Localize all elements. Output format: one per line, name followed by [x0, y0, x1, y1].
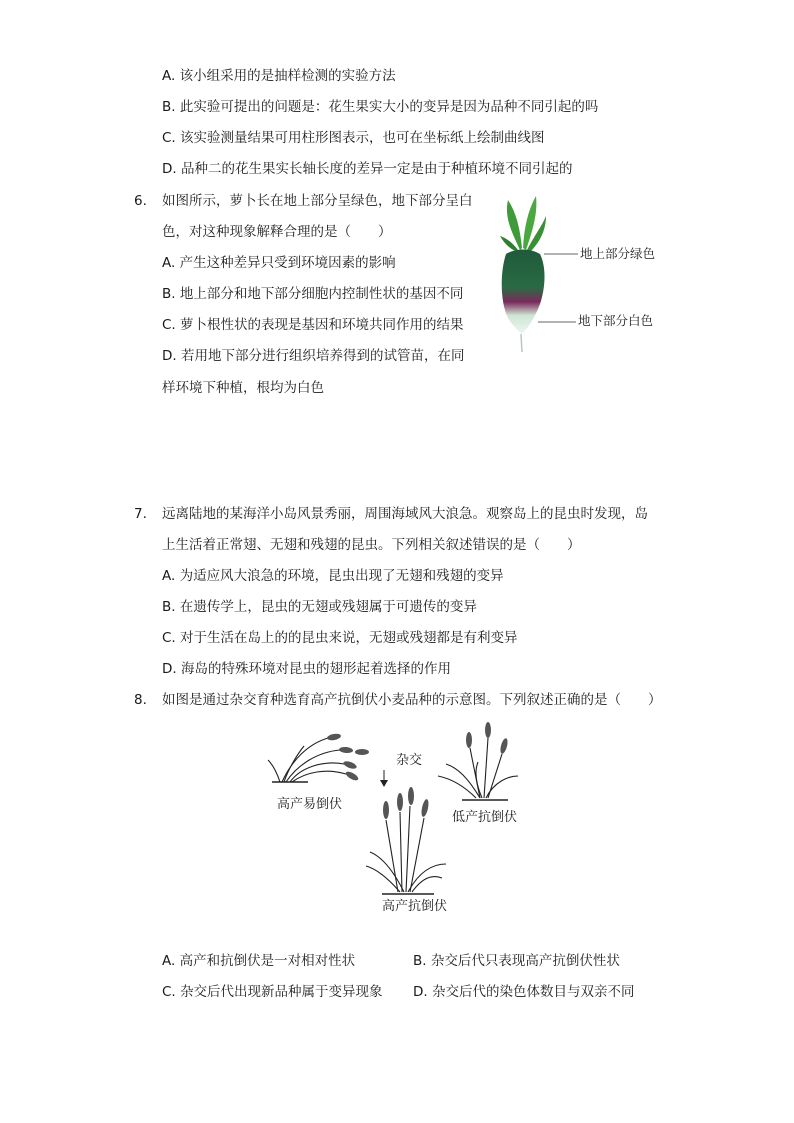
wheat-label-cross: 杂交 — [396, 753, 423, 768]
q5-option-d: D. 品种二的花生果实长轴长度的差异一定是由于种植环境不同引起的 — [162, 161, 573, 177]
wheat-label-left: 高产易倒伏 — [277, 797, 343, 812]
q6-option-c: C. 萝卜根性状的表现是基因和环境共同作用的结果 — [162, 317, 464, 333]
q7-option-a: A. 为适应风大浪急的环境，昆虫出现了无翅和残翅的变异 — [162, 568, 504, 584]
q7-option-c: C. 对于生活在岛上的的昆虫来说，无翅或残翅都是有利变异 — [162, 630, 518, 646]
q7-stem-line2: 上生活着正常翅、无翅和残翅的昆虫。下列相关叙述错误的是（ ） — [162, 537, 581, 553]
radish-label-bottom: 地下部分白色 — [578, 313, 654, 328]
q6-option-d: D. 若用地下部分进行组织培养得到的试管苗，在同 — [162, 348, 465, 364]
q5-option-b: B. 此实验可提出的问题是：花生果实大小的变异是因为品种不同引起的吗 — [162, 99, 599, 115]
q6-option-d-continued: 样环境下种植，根均为白色 — [162, 380, 324, 396]
q6-number: 6. — [134, 193, 147, 209]
q8-option-d: D. 杂交后代的染色体数目与双亲不同 — [413, 984, 635, 1000]
q6-stem-line1: 如图所示，萝卜长在地上部分呈绿色，地下部分呈白 — [162, 193, 473, 209]
wheat-label-bottom: 高产抗倒伏 — [382, 899, 448, 914]
radish-figure — [490, 192, 600, 357]
q6-option-a: A. 产生这种差异只受到环境因素的影响 — [162, 255, 396, 271]
wheat-plant-lodging-icon — [268, 738, 346, 782]
q6-stem-line2: 色，对这种现象解释合理的是（ ） — [162, 224, 392, 240]
q7-option-b: B. 在遗传学上，昆虫的无翅或残翅属于可遗传的变异 — [162, 599, 477, 615]
q7-option-d: D. 海岛的特殊环境对昆虫的翅形起着选择的作用 — [162, 661, 451, 677]
radish-root-icon — [502, 250, 545, 335]
q8-option-a: A. 高产和抗倒伏是一对相对性状 — [162, 953, 356, 969]
q8-option-c: C. 杂交后代出现新品种属于变异现象 — [162, 984, 383, 1000]
wheat-label-right: 低产抗倒伏 — [452, 810, 518, 825]
q5-option-c: C. 该实验测量结果可用柱形图表示，也可在坐标纸上绘制曲线图 — [162, 130, 545, 146]
wheat-plant-result-icon — [366, 806, 446, 894]
radish-label-top: 地上部分绿色 — [580, 246, 656, 261]
q8-option-b: B. 杂交后代只表现高产抗倒伏性状 — [413, 953, 620, 969]
q8-number: 8. — [134, 692, 147, 708]
q5-option-a: A. 该小组采用的是抽样检测的实验方法 — [162, 68, 396, 84]
q8-stem: 如图是通过杂交育种选育高产抗倒伏小麦品种的示意图。下列叙述正确的是（ ） — [162, 692, 662, 708]
q7-stem-line1: 远离陆地的某海洋小岛风景秀丽，周围海域风大浪急。观察岛上的昆虫时发现，岛 — [162, 506, 648, 522]
q6-option-b: B. 地上部分和地下部分细胞内控制性状的基因不同 — [162, 286, 464, 302]
q7-number: 7. — [134, 506, 147, 522]
radish-leaves-icon — [500, 196, 546, 252]
